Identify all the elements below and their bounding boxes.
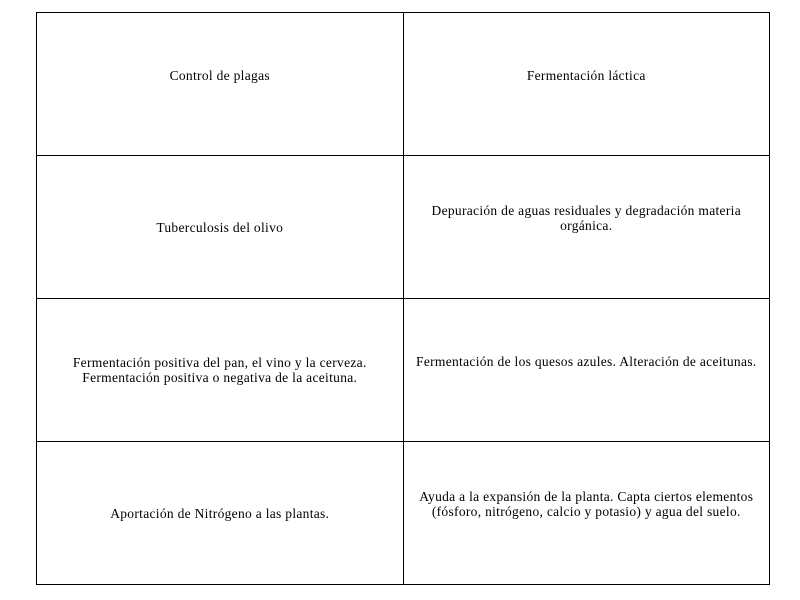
table-cell <box>403 299 770 442</box>
table-row <box>37 442 770 585</box>
cell-text: Fermentación láctica <box>526 67 646 83</box>
table-row <box>37 299 770 442</box>
table-cell <box>37 299 404 442</box>
table-cell <box>403 156 770 299</box>
table-cell <box>403 13 770 156</box>
table-row <box>37 13 770 156</box>
cell-text: Depuración de aguas residuales y degradación materia orgánica. <box>431 203 741 233</box>
cell-text: Fermentación positiva del pan, el vino y la cerveza. Fermentación positiva o negativa de la aceituna. <box>72 355 367 385</box>
table-cell <box>37 442 404 585</box>
cell-text: Aportación de Nitrógeno a las plantas. <box>110 505 330 521</box>
cell-text: Control de plagas <box>169 67 270 83</box>
table-cell <box>37 13 404 156</box>
table-row <box>37 156 770 299</box>
table-cell <box>403 442 770 585</box>
cell-text: Tuberculosis del olivo <box>156 219 284 235</box>
cell-text: Ayuda a la expansión de la planta. Capta ciertos elementos (fósforo, nitrógeno, calcio y potasio) y agua del suelo. <box>419 489 754 519</box>
cell-text: Fermentación de los quesos azules. Alteración de aceitunas. <box>416 353 757 369</box>
table-cell <box>37 156 404 299</box>
cards-table <box>36 12 770 585</box>
